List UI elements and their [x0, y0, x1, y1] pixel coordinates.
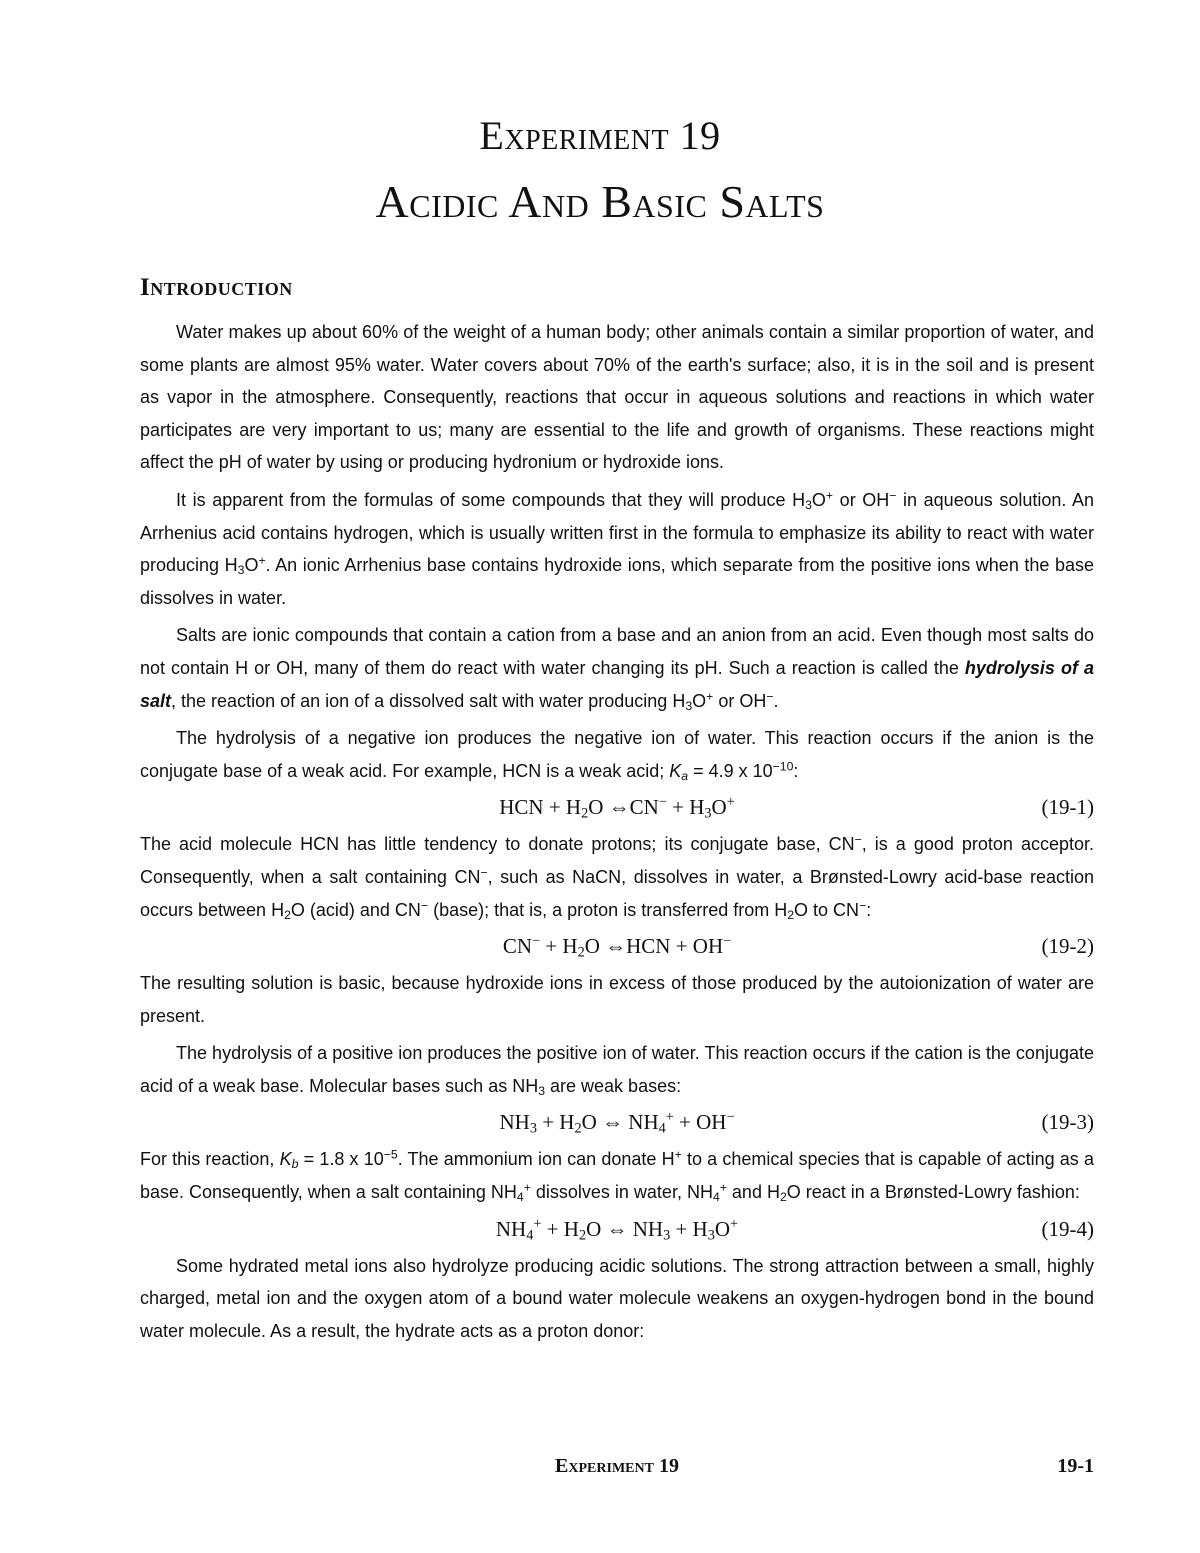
page-footer [140, 1455, 1094, 1485]
equation-19-3 [140, 1105, 1094, 1139]
equation-19-1 [140, 790, 1094, 824]
paragraph-6: The resulting solution is basic, because hydroxide ions in excess of those produced by the autoionization of water are present. [140, 973, 1094, 1026]
equation-number: (19-1) [1041, 795, 1094, 820]
paragraph-2: It is apparent from the formulas of some compounds that they will produce $H_3O^+$ or OH− in aqueous solution. An Arrhenius acid contains hydrogen, which is usually written first in the formula to emphasize its ability to react with water producing $H_3O^+$. An ionic Arrhenius base contains hydroxide ions, which separate from the positive ions when the base dissolves in water. [140, 488, 1094, 608]
section-heading-introduction: Introduction [140, 274, 293, 301]
paragraph-3: Salts are ionic compounds that contain a cation from a base and an anion from an acid. Even though most salts do not contain H or OH, many of them do react with water changing its pH. Such a reaction is called the hydrolysis of a salt, the reaction of an ion of a dissolved salt with water producing $H_3O^+$ or OH−. [140, 625, 1094, 713]
paragraph-4: The hydrolysis of a negative ion produces the negative ion of water. This reaction occurs if the anion is the conjugate base of a weak acid. For example, HCN is a weak acid; $K_a = 4.9$ x $10^{-10}$: [140, 728, 1094, 783]
page-number: 19-1 [1057, 1455, 1094, 1477]
experiment-title: Experiment 19 [479, 113, 721, 158]
equation-number: (19-4) [1041, 1216, 1094, 1241]
paragraph-9: Some hydrated metal ions also hydrolyze producing acidic solutions. The strong attraction between a small, highly charged, metal ion and the oxygen atom of a bound water molecule weakens an oxygen-hydrogen bond in the bound water molecule. As a result, the hydrate acts as a proton donor: [140, 1255, 1094, 1341]
equation-19-2 [140, 929, 1094, 963]
paragraph-7: The hydrolysis of a positive ion produces the positive ion of water. This reaction occurs if the cation is the conjugate acid of a weak base. Molecular bases such as $NH_3$ are weak bases: [140, 1043, 1094, 1098]
equation-expression: $NH_4^+ + H_2O$ ⇔ $NH_3 + H_3O^+$ [495, 1215, 739, 1244]
paragraph-5: The acid molecule HCN has little tendency to donate protons; its conjugate base, CN−, is a good proton acceptor. Consequently, when a salt containing CN−, such as NaCN, dissolves in water, a Brønsted-Lowry acid-base reaction occurs between $H_2O$ (acid) and CN− (base); that is, a proton is transferred from $H_2O$ to CN−: [140, 832, 1094, 922]
equation-expression: $NH_3 + H_2O$ ⇔ $NH_4^+ + OH^-$ [499, 1109, 735, 1138]
title-block [0, 112, 1200, 230]
equation-19-4 [140, 1212, 1094, 1246]
equation-expression: $CN^- + H_2O$ ⇔HCN + OH− [502, 933, 732, 961]
paragraph-1: Water makes up about 60% of the weight of a human body; other animals contain a similar proportion of water, and some plants are almost 95% water. Water covers about 70% of the earth's surface; also, it is in the soil and is present as vapor in the atmosphere. Consequently, reactions that occur in aqueous solutions and reactions in which water participates are very important to us; many are essential to the life and growth of organisms. These reactions might affect the pH of water by using or producing hydronium or hydroxide ions. [140, 322, 1094, 473]
equation-expression: HCN + $H_2O$ ⇔CN− + $H_3O^+$ [499, 794, 735, 822]
equation-number: (19-2) [1041, 934, 1094, 959]
paragraph-8: For this reaction, $K_b = 1.8$ x $10^{-5}$. The ammonium ion can donate H+ to a chemical species that is capable of acting as a base. Consequently, when a salt containing $NH_4^+$ dissolves in water, $NH_4^+$ and $H_2O$ react in a Brønsted-Lowry fashion: [140, 1147, 1095, 1205]
experiment-subtitle: Acidic And Basic Salts [375, 176, 825, 227]
term-hydrolysis-of-a-salt: hydrolysis of a salt [140, 657, 1094, 711]
equation-number: (19-3) [1041, 1110, 1094, 1135]
main-content [140, 316, 1094, 1347]
footer-title: Experiment 19 [555, 1455, 679, 1477]
